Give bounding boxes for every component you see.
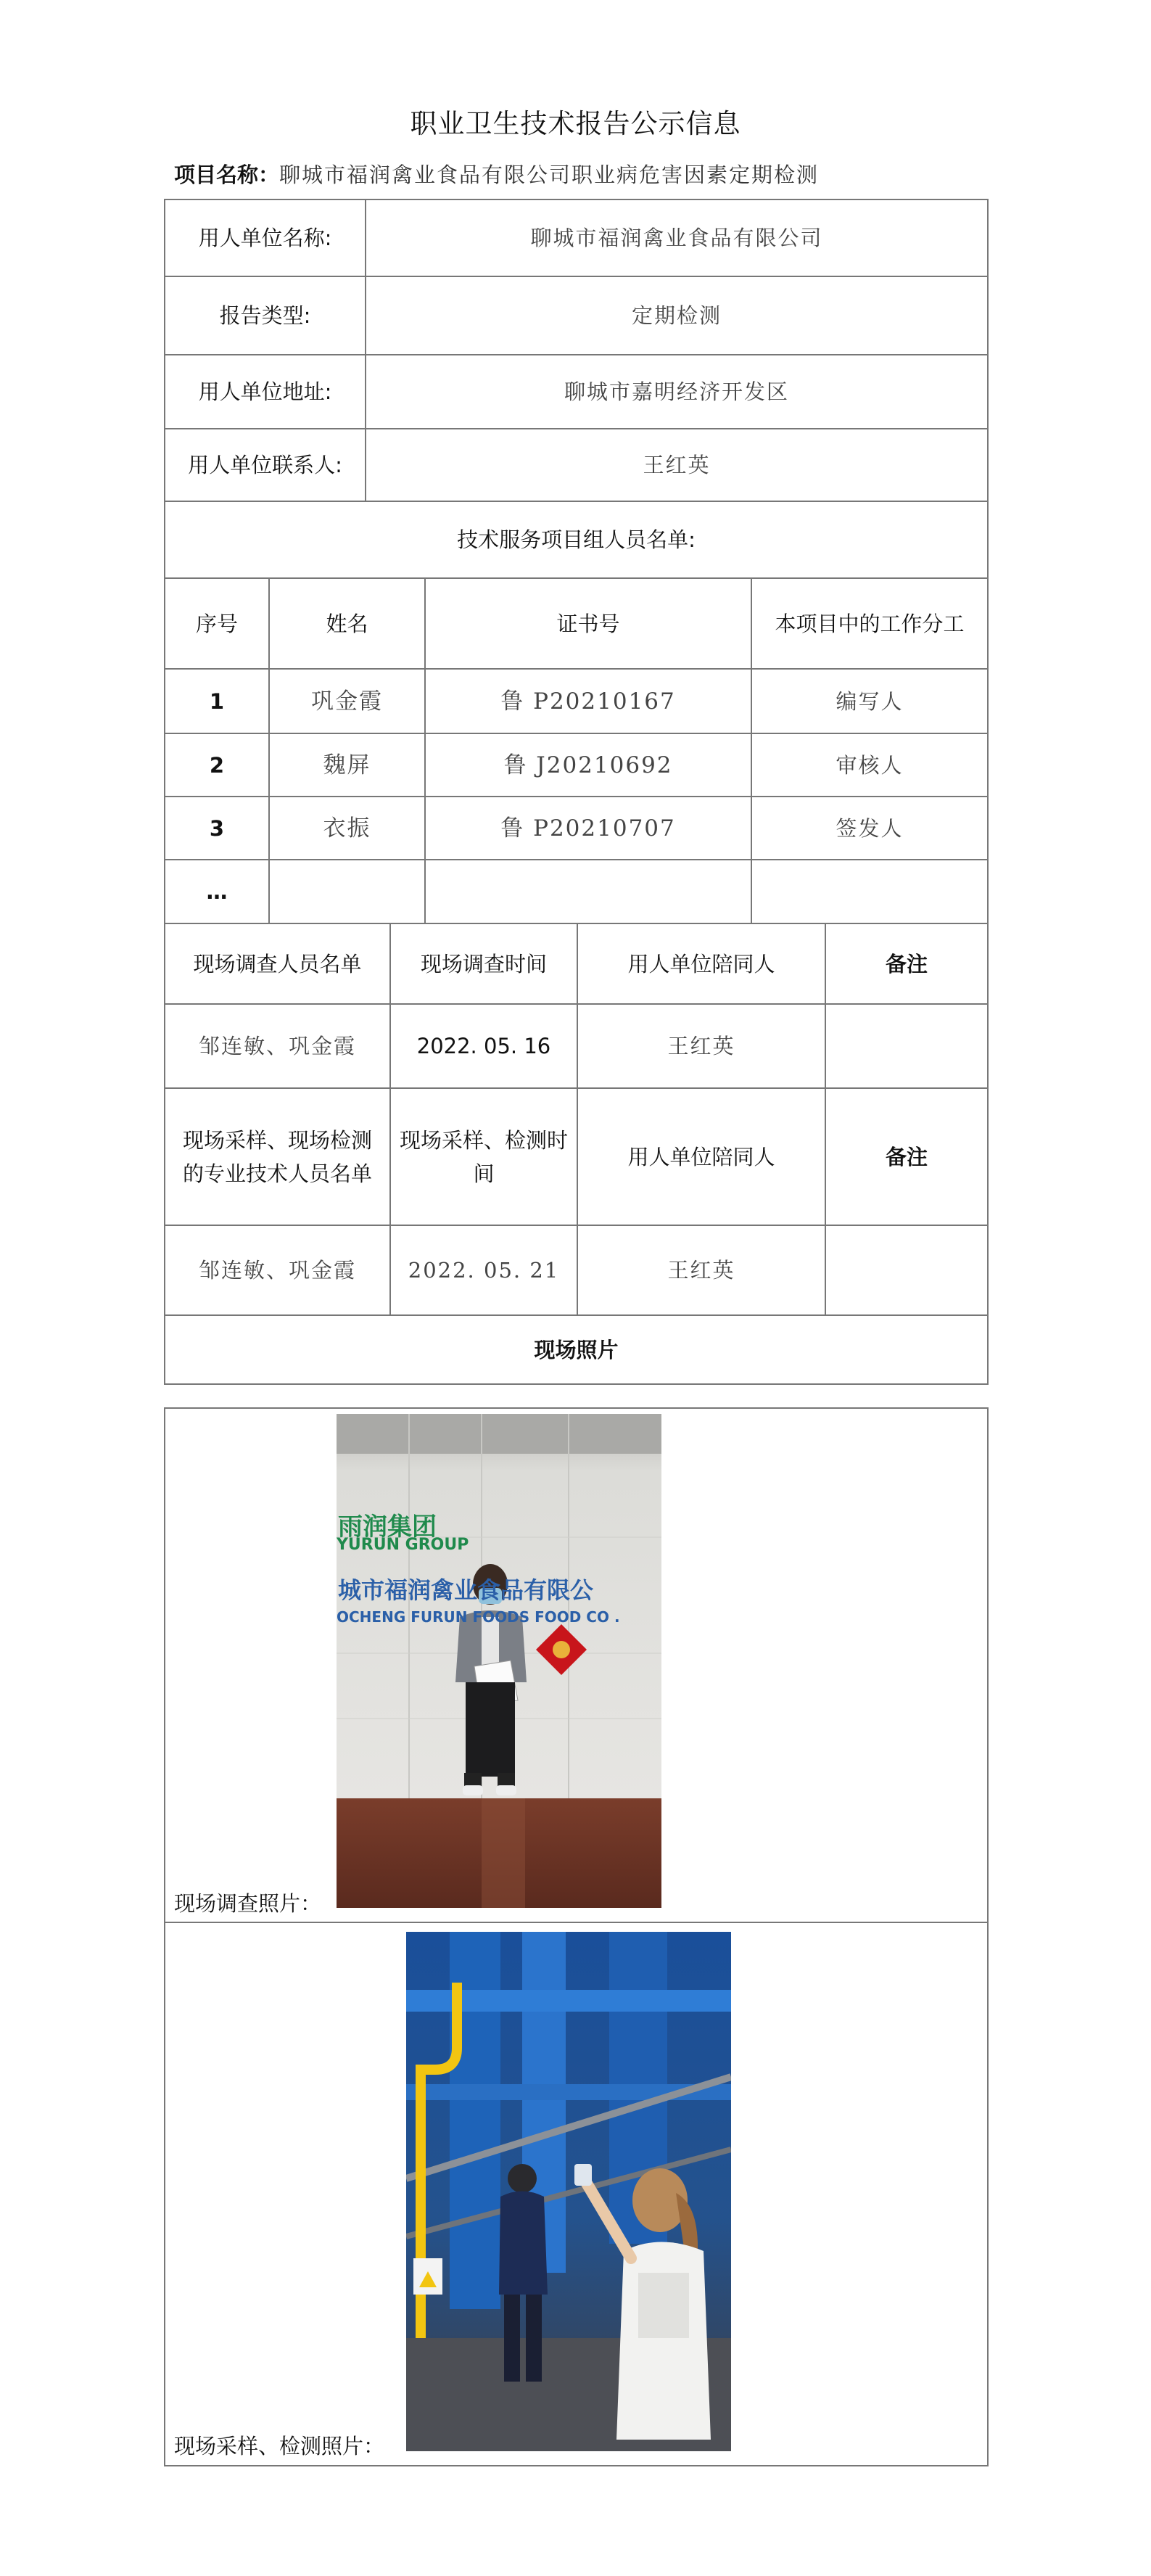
- sampling-photo-image: [406, 1932, 731, 2451]
- survey-header-time: 现场调查时间: [420, 951, 547, 976]
- address-value: 聊城市嘉明经济开发区: [564, 379, 789, 404]
- team-row-3-cert: 鲁 P20210707: [500, 815, 676, 841]
- survey-people: 邹连敏、巩金霞: [198, 1034, 356, 1058]
- survey-photo-sign-en: OCHENG FURUN FOODS FOOD CO .: [337, 1608, 620, 1626]
- sampling-header-escort: 用人单位陪同人: [627, 1144, 775, 1169]
- sampling-header-people: 现场采样、现场检测的专业技术人员名单: [182, 1127, 372, 1186]
- survey-header-people: 现场调查人员名单: [193, 951, 362, 976]
- survey-header-remark: 备注: [885, 951, 928, 976]
- team-row-ellipsis: …: [206, 879, 228, 904]
- survey-photo-label: 现场调查照片：: [174, 1891, 322, 1916]
- sampling-header-time: 现场采样、检测时间: [399, 1127, 568, 1186]
- sampling-remark: [826, 1226, 987, 1314]
- team-row-2-name: 魏屏: [323, 752, 371, 778]
- photos-heading: 现场照片: [534, 1337, 619, 1362]
- team-row-3-role: 签发人: [836, 815, 904, 841]
- survey-photo-sign-cn: 城市福润禽业食品有限公: [338, 1576, 594, 1604]
- team-row-2-cert: 鲁 J20210692: [503, 752, 673, 778]
- team-row-3-no: 3: [209, 815, 225, 841]
- team-row-2-no: 2: [209, 752, 225, 778]
- team-header-no: 序号: [195, 611, 238, 636]
- team-row-3-name: 衣振: [323, 815, 371, 841]
- team-row-2-role: 审核人: [836, 752, 904, 778]
- contact-value: 王红英: [643, 453, 711, 477]
- address-label: 用人单位地址:: [198, 379, 332, 404]
- team-row-1-role: 编写人: [836, 688, 904, 714]
- survey-header-escort: 用人单位陪同人: [627, 951, 775, 976]
- report-type-value: 定期检测: [631, 303, 722, 328]
- team-header-role: 本项目中的工作分工: [775, 611, 965, 636]
- sampling-date: 2022. 05. 21: [408, 1258, 560, 1283]
- survey-photo-logo-en: YURUN GROUP: [337, 1536, 469, 1554]
- sampling-escort: 王红英: [667, 1258, 735, 1283]
- survey-photo-image: [337, 1414, 661, 1908]
- survey-remark: [826, 1005, 987, 1087]
- project-name: [174, 159, 819, 189]
- sampling-people: 邹连敏、巩金霞: [198, 1258, 356, 1283]
- survey-escort: 王红英: [667, 1034, 735, 1058]
- employer-name-label: 用人单位名称:: [198, 226, 332, 250]
- report-type-label: 报告类型:: [219, 303, 311, 328]
- team-row-1-name: 巩金霞: [311, 688, 383, 715]
- team-header-cert: 证书号: [556, 611, 620, 636]
- team-row-1-no: 1: [209, 688, 225, 714]
- sampling-photo-label: 现场采样、检测照片：: [174, 2434, 385, 2458]
- contact-label: 用人单位联系人:: [188, 453, 342, 477]
- survey-date: 2022. 05. 16: [416, 1034, 551, 1058]
- project-value: 聊城市福润禽业食品有限公司职业病危害因素定期检测: [279, 162, 820, 187]
- page-title: 职业卫生技术报告公示信息: [410, 108, 741, 139]
- employer-name-value: 聊城市福润禽业食品有限公司: [530, 226, 823, 250]
- team-heading: 技术服务项目组人员名单:: [457, 527, 696, 552]
- survey-photo-logo-cn: 雨润集团: [338, 1513, 437, 1542]
- sampling-header-remark: 备注: [885, 1144, 928, 1169]
- team-header-name: 姓名: [326, 611, 368, 636]
- team-row-1-cert: 鲁 P20210167: [500, 688, 676, 715]
- project-label: 项目名称：: [174, 162, 280, 187]
- sampling-photo: [406, 1932, 731, 2451]
- survey-photo: [337, 1414, 661, 1908]
